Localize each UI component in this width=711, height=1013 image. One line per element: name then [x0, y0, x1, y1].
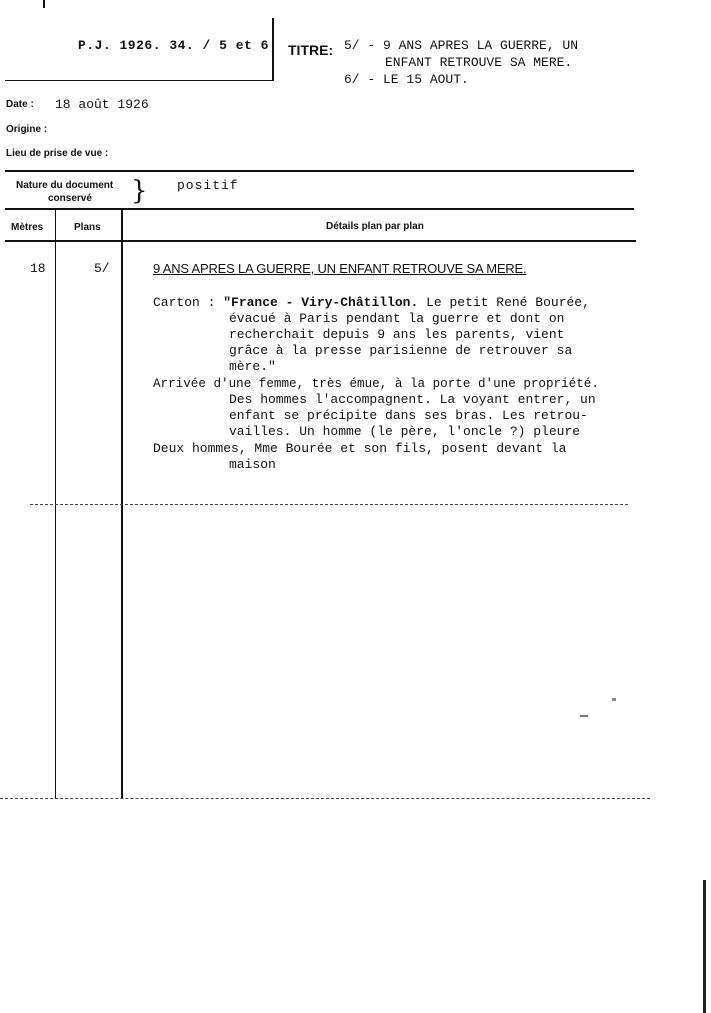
carton-prefix: Carton : — [153, 295, 224, 310]
row-metres: 18 — [30, 261, 46, 276]
carton-bold-text: "France - Viry-Châtillon. — [223, 295, 419, 310]
nature-value: positif — [177, 178, 239, 193]
carton-line-3: recherchait depuis 9 ans les parents, vient — [229, 327, 565, 342]
table-bottom-dashed-rule — [0, 798, 650, 799]
origine-label: Origine : — [6, 124, 48, 135]
header-bottom-rule — [5, 240, 636, 242]
header-box-right-border — [272, 18, 274, 81]
lieu-label: Lieu de prise de vue : — [6, 148, 109, 159]
scan-right-edge — [703, 880, 706, 1013]
nature-bottom-rule — [5, 208, 634, 210]
nature-top-rule — [5, 170, 634, 172]
titre-line-3: 6/ - LE 15 AOUT. — [344, 72, 469, 87]
row-heading: 9 ANS APRES LA GUERRE, UN ENFANT RETROUVE SA MERE. — [153, 261, 527, 276]
header-box-bottom-border — [5, 80, 274, 81]
arrivee-line-1: Arrivée d'une femme, très émue, à la porte d'une propriété. — [153, 377, 599, 391]
deux-line-2: maison — [229, 457, 276, 472]
nature-label-line2: conservé — [48, 193, 92, 204]
arrivee-line-2: Des hommes l'accompagnent. La voyant entrer, un — [229, 392, 596, 407]
column-header-details: Détails plan par plan — [326, 221, 424, 232]
scan-speck — [580, 715, 588, 717]
date-label: Date : — [6, 99, 34, 110]
row-end-dashed-rule — [30, 504, 628, 505]
nature-brace: } — [131, 176, 148, 206]
titre-line-1: 5/ - 9 ANS APRES LA GUERRE, UN — [344, 38, 579, 53]
carton-line-2: évacué à Paris pendant la guerre et dont on — [229, 311, 565, 326]
document-reference: P.J. 1926. 34. / 5 et 6 — [78, 38, 269, 53]
carton-line-1 — [153, 295, 590, 311]
date-value: 18 août 1926 — [55, 97, 149, 112]
arrivee-line-3: enfant se précipite dans ses bras. Les retrou- — [229, 408, 588, 423]
arrivee-line-4: vailles. Un homme (le père, l'oncle ?) pleure — [229, 424, 581, 439]
titre-label: TITRE: — [288, 42, 334, 58]
carton-line-4: grâce à la presse parisienne de retrouver sa — [229, 343, 573, 358]
deux-line-1: Deux hommes, Mme Bourée et son fils, posent devant la — [153, 441, 567, 456]
carton-line1-rest: Le petit René Bourée, — [418, 295, 590, 310]
scan-speck — [612, 698, 616, 701]
nature-label-line1: Nature du document — [16, 180, 114, 191]
titre-line-2: ENFANT RETROUVE SA MERE. — [385, 55, 573, 70]
header-top-vertical-left — [43, 0, 45, 8]
column-header-plans: Plans — [74, 222, 101, 233]
carton-line-5: mère." — [229, 359, 276, 374]
column-header-metres: Mètres — [11, 222, 44, 233]
row-plans: 5/ — [94, 261, 110, 276]
